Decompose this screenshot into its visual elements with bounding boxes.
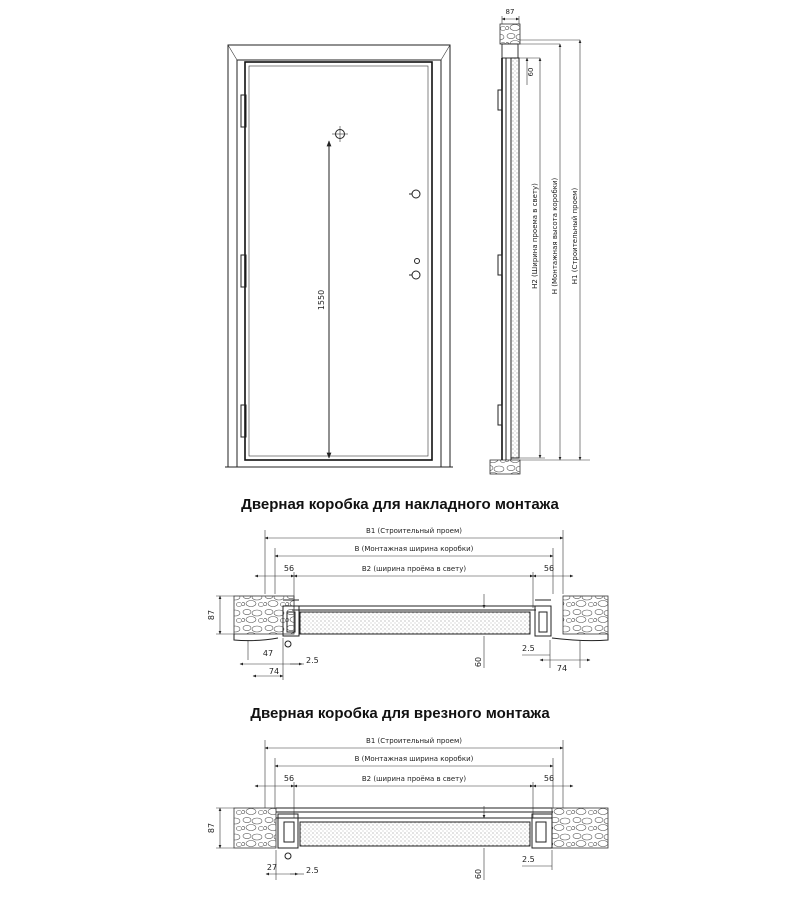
mortise-b-label: B (Монтажная ширина коробки): [354, 755, 474, 763]
top-width-dim-87: 87: [505, 8, 515, 16]
section-overlay-title: Дверная коробка для накладного монтажа: [241, 496, 559, 513]
overlay-right-25: 2.5: [522, 644, 535, 653]
mortise-center-60: 60: [474, 868, 483, 880]
mortise-b2-label: B2 (ширина проёма в свету): [361, 775, 467, 783]
lower-lock-icon: [409, 259, 420, 280]
upper-lock-icon: [409, 190, 420, 198]
mortise-right-56: 56: [543, 774, 555, 783]
mortise-right-25: 2.5: [522, 855, 535, 864]
section-mortise-drawing: [207, 737, 608, 880]
overlay-wall-87: 87: [207, 609, 216, 621]
peephole-icon: [332, 126, 348, 142]
overlay-left-25: 2.5: [306, 656, 319, 665]
overlay-right-56: 56: [543, 564, 555, 573]
mortise-left-27: 27: [266, 863, 278, 872]
overlay-b2-label: B2 (ширина проёма в свету): [361, 565, 467, 573]
height-dim-1550: 1550: [317, 289, 326, 311]
h-label: H (Монтажная высота коробки): [551, 177, 559, 295]
section-mortise-title: Дверная коробка для врезного монтажа: [250, 705, 550, 722]
overlay-b-label: B (Монтажная ширина коробки): [354, 545, 474, 553]
overlay-left-47: 47: [262, 649, 274, 658]
top-depth-dim-60: 60: [527, 67, 535, 77]
mortise-wall-87: 87: [207, 822, 216, 834]
door-side-section: [490, 8, 590, 474]
overlay-b1-label: B1 (Строительный проем): [366, 527, 462, 535]
mortise-left-56: 56: [283, 774, 295, 783]
section-overlay-drawing: [207, 527, 608, 680]
overlay-right-74: 74: [556, 664, 568, 673]
h2-label: H2 (Ширина проема в свету): [531, 183, 539, 289]
mortise-b1-label: B1 (Строительный проем): [366, 737, 462, 745]
door-front-elevation: [225, 45, 453, 467]
overlay-left-74: 74: [268, 667, 280, 676]
h1-label: H1 (Строительный проем): [571, 187, 579, 285]
overlay-center-60: 60: [474, 656, 483, 668]
overlay-left-56: 56: [283, 564, 295, 573]
mortise-left-25: 2.5: [306, 866, 319, 875]
